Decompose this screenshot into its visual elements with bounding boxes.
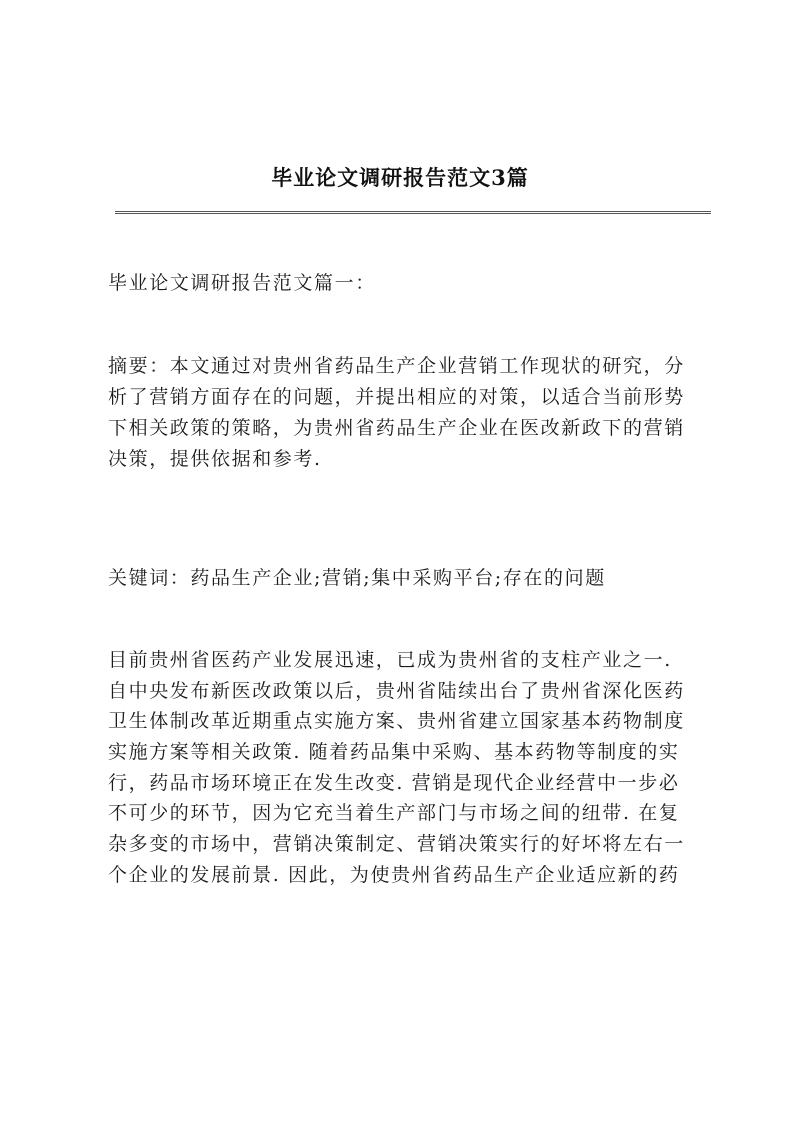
intro-line: 杂多变的市场中，营销决策制定、营销决策实行的好坏将左右一 bbox=[108, 833, 685, 856]
keywords-paragraph bbox=[108, 563, 712, 594]
document-title: 毕业论文调研报告范文3篇 bbox=[271, 165, 529, 190]
section-heading bbox=[108, 268, 712, 299]
intro-line: 不可少的环节，因为它充当着生产部门与市场之间的纽带. 在复 bbox=[108, 802, 680, 825]
intro-paragraph bbox=[108, 645, 712, 891]
intro-line: 卫生体制改革近期重点实施方案、贵州省建立国家基本药物制度 bbox=[108, 710, 685, 733]
abstract-line: 析了营销方面存在的问题，并提出相应的对策，以适合当前形势 bbox=[108, 386, 685, 408]
intro-line: 目前贵州省医药产业发展迅速，已成为贵州省的支柱产业之一. bbox=[108, 649, 672, 671]
abstract-paragraph bbox=[108, 351, 712, 475]
keywords-text: 关键词：药品生产企业;营销;集中采购平台;存在的问题 bbox=[108, 567, 606, 589]
intro-line: 行，药品市场环境正在发生改变. 营销是现代企业经营中一步必 bbox=[108, 771, 680, 794]
abstract-line: 摘要：本文通过对贵州省药品生产企业营销工作现状的研究，分 bbox=[108, 355, 685, 377]
section-heading-text: 毕业论文调研报告范文篇一： bbox=[108, 272, 376, 294]
abstract-line: 下相关政策的策略，为贵州省药品生产企业在医改新政下的营销 bbox=[108, 417, 685, 439]
title-divider bbox=[115, 211, 711, 214]
abstract-line: 决策，提供依据和参考. bbox=[108, 448, 322, 470]
intro-line: 个企业的发展前景. 因此，为使贵州省药品生产企业适应新的药 bbox=[108, 863, 680, 886]
intro-line: 实施方案等相关政策. 随着药品集中采购、基本药物等制度的实 bbox=[108, 741, 680, 764]
intro-line: 自中央发布新医改政策以后，贵州省陆续出台了贵州省深化医药 bbox=[108, 679, 685, 702]
